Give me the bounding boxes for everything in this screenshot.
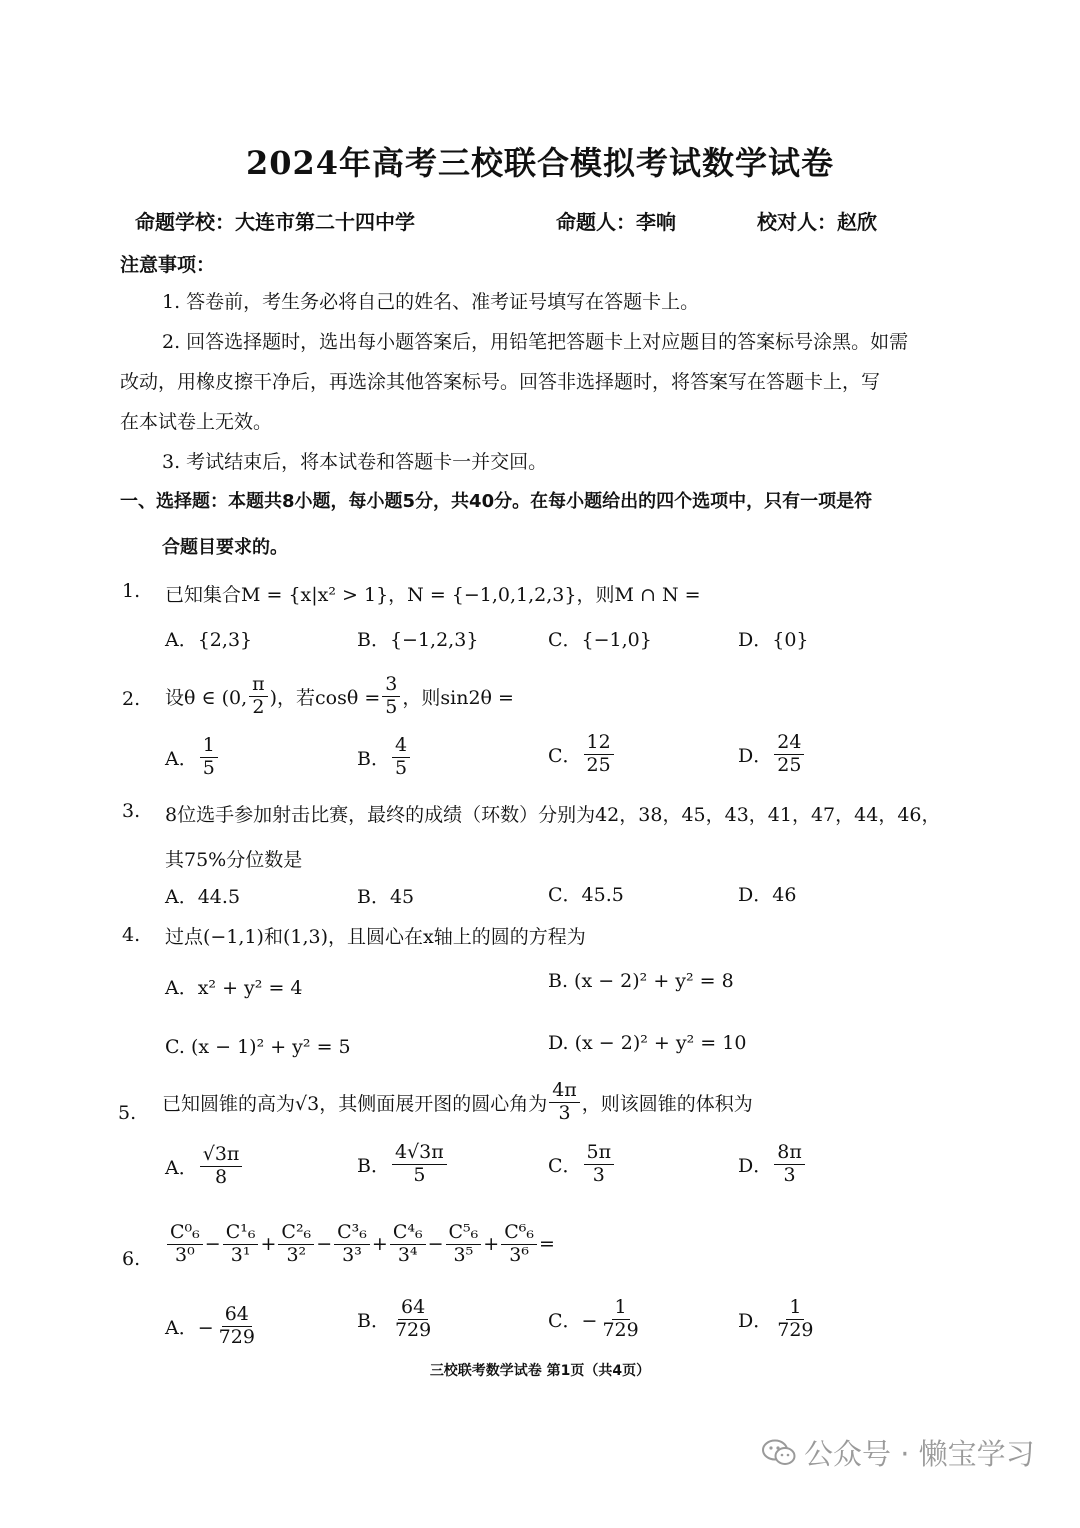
watermark xyxy=(762,1432,1035,1473)
option-b: B．{−1,2,3} xyxy=(357,629,479,651)
fraction-denominator: 5 xyxy=(394,756,408,779)
fraction-numerator: C³₆ xyxy=(334,1222,370,1245)
fraction-denominator: 729 xyxy=(394,1318,432,1341)
option-fraction xyxy=(584,732,614,777)
option-c xyxy=(548,1297,644,1342)
option-a xyxy=(165,1304,260,1349)
question-stem: 已知集合M = {x|x² > 1}，N = {−1,0,1,2,3}，则M ∩ N = xyxy=(165,584,701,606)
option-d: D. (x − 2)² + y² = 10 xyxy=(548,1032,747,1054)
author-info: 命题人：李响 xyxy=(556,210,676,234)
option-label: D． xyxy=(738,1309,773,1332)
question-number: 4. xyxy=(122,924,141,946)
option-d xyxy=(738,1142,807,1187)
stem-part: 设θ ∈ (0, xyxy=(165,686,248,709)
option-fraction xyxy=(599,1297,641,1342)
fraction-numerator: C⁰₆ xyxy=(167,1222,203,1245)
fraction-numerator: 1 xyxy=(786,1297,804,1320)
question-number: 3. xyxy=(122,800,141,822)
fraction-denominator: 3² xyxy=(286,1243,307,1266)
option-label: C．− xyxy=(548,1309,598,1332)
option-b xyxy=(357,1297,436,1342)
option-a: A．{2,3} xyxy=(165,629,253,651)
question-stem-line-1: 8位选手参加射击比赛，最终的成绩（环数）分别为42，38，45，43，41，47，44，46， xyxy=(165,804,941,826)
fraction-denominator: 3 xyxy=(558,1101,571,1124)
fraction-denominator: 25 xyxy=(586,753,611,776)
option-label: B． xyxy=(357,1309,390,1332)
stem-part: )，若cosθ = xyxy=(269,686,381,709)
equals-sign: = xyxy=(539,1233,555,1256)
option-c: C．45.5 xyxy=(548,884,624,906)
option-fraction xyxy=(216,1304,258,1349)
fraction-numerator: π xyxy=(249,674,268,697)
fraction-denominator: 3³ xyxy=(342,1243,362,1266)
fraction-denominator: 2 xyxy=(252,695,265,718)
fraction-numerator: 4π xyxy=(549,1080,580,1103)
fraction-numerator: C¹₆ xyxy=(223,1222,259,1245)
stem-part: ，则该圆锥的体积为 xyxy=(581,1092,753,1115)
question-stem xyxy=(162,1080,753,1125)
question-stem-line-2: 其75%分位数是 xyxy=(165,849,303,871)
option-label: C． xyxy=(548,744,582,767)
option-fraction xyxy=(774,732,804,777)
question-stem: 过点(−1,1)和(1,3)，且圆心在x轴上的圆的方程为 xyxy=(165,926,586,948)
option-label: A． xyxy=(165,1156,198,1179)
fraction-denominator: 5 xyxy=(202,756,215,779)
question-number: 2. xyxy=(122,688,141,710)
option-label: A．− xyxy=(165,1316,214,1339)
option-fraction xyxy=(392,1142,447,1187)
notice-item-2-line-1: 2. 回答选择题时，选出每小题答案后，用铅笔把答题卡上对应题目的答案标号涂黑。如需 xyxy=(162,331,909,353)
fraction-numerator: 1 xyxy=(612,1297,630,1320)
notice-item-2-line-3: 在本试卷上无效。 xyxy=(120,411,273,433)
fraction-numerator: C²₆ xyxy=(278,1222,314,1245)
fraction-numerator: 4√3π xyxy=(392,1142,447,1165)
fraction-numerator: 64 xyxy=(398,1297,428,1320)
section-heading-line-2: 合题目要求的。 xyxy=(162,537,288,558)
option-fraction xyxy=(392,1297,434,1342)
fraction-numerator: 8π xyxy=(774,1142,805,1165)
fraction-numerator: C⁵₆ xyxy=(446,1222,482,1245)
fraction-denominator: 3¹ xyxy=(230,1243,251,1266)
fraction-numerator: √3π xyxy=(200,1144,243,1167)
question-number: 1. xyxy=(122,580,141,602)
fraction-denominator: 5 xyxy=(413,1163,426,1186)
fraction-numerator: 4 xyxy=(392,735,410,758)
option-d: D．{0} xyxy=(738,629,809,651)
fraction-numerator: 24 xyxy=(774,732,804,755)
option-fraction xyxy=(200,1144,243,1189)
binomial-term xyxy=(223,1222,259,1267)
fraction-denominator: 729 xyxy=(602,1318,639,1341)
fraction-denominator: 3⁵ xyxy=(453,1243,474,1266)
notice-item-2-line-2: 改动，用橡皮擦干净后，再选涂其他答案标号。回答非选择题时，将答案写在答题卡上，写 xyxy=(120,371,881,393)
page-title: 2024年高考三校联合模拟考试数学试卷 xyxy=(245,144,835,182)
option-label: C． xyxy=(548,1154,582,1177)
stem-part: 已知圆锥的高为√3，其侧面展开图的圆心角为 xyxy=(162,1092,548,1115)
binomial-term xyxy=(501,1222,537,1267)
option-b xyxy=(357,735,412,780)
option-c xyxy=(548,1142,616,1187)
fraction-denominator: 729 xyxy=(777,1318,814,1341)
fraction-numerator: 3 xyxy=(382,674,400,697)
fraction-numerator: 5π xyxy=(584,1142,615,1165)
stem-part: ，则sin2θ = xyxy=(402,686,514,709)
wechat-icon xyxy=(762,1439,796,1467)
term-sign: + xyxy=(260,1233,277,1256)
fraction-denominator: 3⁶ xyxy=(509,1243,529,1266)
option-b: B．45 xyxy=(357,886,415,908)
fraction-numerator: C⁴₆ xyxy=(390,1222,426,1245)
option-b: B. (x − 2)² + y² = 8 xyxy=(548,970,734,992)
pi-over-two xyxy=(249,674,268,719)
option-c: C．{−1,0} xyxy=(548,629,652,651)
option-d xyxy=(738,732,806,777)
fraction-numerator: C⁶₆ xyxy=(501,1222,537,1245)
notice-item-1: 1. 答卷前，考生务必将自己的姓名、准考证号填写在答题卡上。 xyxy=(162,291,700,313)
page-footer: 三校联考数学试卷 第1页（共4页） xyxy=(429,1363,651,1379)
option-d: D．46 xyxy=(738,884,797,906)
notice-heading: 注意事项： xyxy=(120,254,216,276)
three-fifths xyxy=(382,674,400,719)
option-label: D． xyxy=(738,1154,773,1177)
fraction-numerator: 1 xyxy=(200,735,218,758)
question-stem xyxy=(165,1222,555,1267)
school-info: 命题学校：大连市第二十四中学 xyxy=(135,210,415,234)
option-a: A．x² + y² = 4 xyxy=(165,977,303,999)
watermark-text: 公众号 · 懒宝学习 xyxy=(804,1437,1035,1471)
fraction-denominator: 729 xyxy=(218,1325,255,1348)
option-label: A． xyxy=(165,747,198,770)
binomial-term xyxy=(446,1222,482,1267)
option-label: B． xyxy=(357,1154,390,1177)
term-sign: − xyxy=(204,1233,221,1256)
binomial-term xyxy=(334,1222,370,1267)
option-a xyxy=(165,1144,244,1189)
proofreader-info: 校对人：赵欣 xyxy=(757,210,877,234)
fraction-denominator: 3⁴ xyxy=(397,1243,418,1266)
question-number: 5. xyxy=(118,1102,137,1124)
term-sign: − xyxy=(316,1233,333,1256)
term-sign: + xyxy=(371,1233,388,1256)
option-fraction xyxy=(584,1142,615,1187)
question-stem xyxy=(165,674,514,719)
option-label: B． xyxy=(357,747,390,770)
fraction-denominator: 3 xyxy=(783,1163,796,1186)
option-fraction xyxy=(392,735,410,780)
fraction-denominator: 25 xyxy=(777,753,802,776)
fraction-numerator: 12 xyxy=(584,732,614,755)
option-c xyxy=(548,732,616,777)
option-b xyxy=(357,1142,449,1187)
fraction-denominator: 3⁰ xyxy=(175,1243,195,1266)
fraction-denominator: 8 xyxy=(215,1165,228,1188)
term-sign: + xyxy=(483,1233,500,1256)
central-angle-fraction xyxy=(549,1080,580,1125)
binomial-term xyxy=(390,1222,426,1267)
option-label: D． xyxy=(738,744,773,767)
option-a: A．44.5 xyxy=(165,886,241,908)
notice-item-3: 3. 考试结束后，将本试卷和答题卡一并交回。 xyxy=(162,451,548,473)
term-sign: − xyxy=(427,1233,444,1256)
option-c: C. (x − 1)² + y² = 5 xyxy=(165,1036,351,1058)
option-d xyxy=(738,1297,819,1342)
binomial-term xyxy=(278,1222,314,1267)
option-fraction xyxy=(774,1142,805,1187)
fraction-denominator: 3 xyxy=(592,1163,605,1186)
section-heading-line-1: 一、选择题：本题共8小题，每小题5分，共40分。在每小题给出的四个选项中，只有一项是符 xyxy=(120,491,873,512)
binomial-term xyxy=(167,1222,203,1267)
option-a xyxy=(165,735,220,780)
fraction-numerator: 64 xyxy=(222,1304,252,1327)
option-fraction xyxy=(200,735,218,780)
option-fraction xyxy=(774,1297,816,1342)
fraction-denominator: 5 xyxy=(385,695,398,718)
question-number: 6. xyxy=(122,1248,141,1270)
